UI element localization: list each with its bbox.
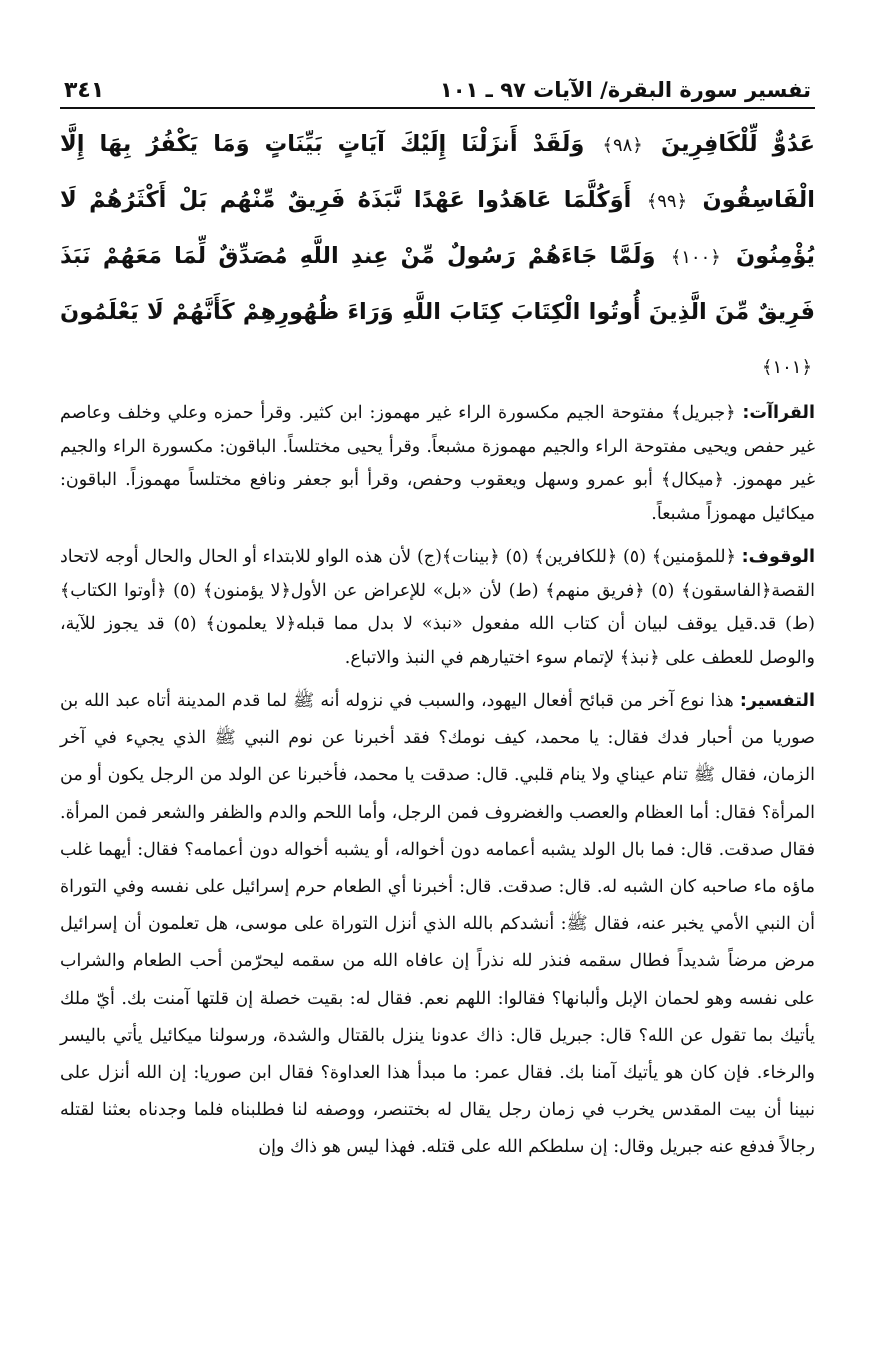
tafsir-section: [60, 683, 815, 1167]
verse-text: وَلَمَّا جَاءَهُمْ رَسُولٌ مِّنْ عِندِ اللَّهِ مُصَدِّقٌ لِّمَا مَعَهُمْ نَبَذَ فَرِيقٌ مِّنَ الَّذِينَ أُوتُوا الْكِتَابَ كِتَابَ اللَّهِ وَرَاءَ ظُهُورِهِمْ كَأَنَّهُمْ لَا يَعْلَمُونَ: [60, 243, 815, 325]
wuquf-label: الوقوف:: [741, 547, 815, 567]
qiraat-text: ﴿جبريل﴾ مفتوحة الجيم مكسورة الراء غير مهموز: ابن كثير. وقرأ حمزه وعلي وخلف وعاصم غير حفص ويحيى مفتوحة الراء والجيم مهموزة مشبعاً. وقرأ يحيى مختلساً. الباقون: مكسورة الراء والجيم غير مهموز. ﴿ميكال﴾ أبو عمرو وسهل ويعقوب وحفص، وقرأ أبو جعفر ونافع مختلساً مهموزاً. الباقون: ميكائيل مهموزاً مشبعاً.: [60, 403, 815, 524]
wuquf-section: [60, 541, 815, 675]
verse-number: ﴿٩٩﴾: [646, 191, 688, 212]
verse-number: ﴿١٠١﴾: [761, 357, 812, 378]
verse-text: أَوَكُلَّمَا عَاهَدُوا عَهْدًا نَّبَذَهُ فَرِيقٌ مِّنْهُم بَلْ أَكْثَرُهُمْ لَا يُؤْمِنُونَ: [60, 187, 815, 269]
verse-text: وَلَقَدْ أَنزَلْنَا إِلَيْكَ آيَاتٍ بَيِّنَاتٍ وَمَا يَكْفُرُ بِهَا إِلَّا الْفَاسِقُونَ: [60, 131, 815, 213]
tafsir-text: هذا نوع آخر من قبائح أفعال اليهود، والسبب في نزوله أنه ﷺ لما قدم المدينة أتاه عبد الله بن صوريا من أحبار فدك فقال: يا محمد، كيف نومك؟ فقد أخبرنا عن نوم النبي ﷺ الذي يجيء في آخر الزمان، فقال ﷺ تنام عيناي ولا ينام قلبي. قال: صدقت يا محمد، فأخبرنا عن الولد من الرجل يكون أو من المرأة؟ فقال: أما العظام والعصب والغضروف فمن الرجل، وأما اللحم والدم والظفر والشعر فمن المرأة. فقال صدقت. قال: فما بال الولد يشبه أعمامه دون أخواله، أو يشبه أخواله دون أعمامه؟ فقال: أيهما غلب ماؤه ماء صاحبه كان الشبه له. قال: صدقت. قال: أخبرنا أي الطعام حرم إسرائيل على نفسه وفي التوراة أن النبي الأمي يخبر عنه، فقال ﷺ: أنشدكم بالله الذي أنزل التوراة على موسى، هل تعلمون أن إسرائيل مرض مرضاً شديداً فطال سقمه فنذر لله نذراً إن عافاه الله من سقمه ليحرّمن أحب الطعام والشراب على نفسه وهو لحمان الإبل وألبانها؟ فقالوا: اللهم نعم. فقال له: بقيت خصلة إن قلتها آمنت بك. أيّ ملك يأتيك بما تقول عن الله؟ قال: جبريل قال: ذاك عدونا ينزل بالقتال والشدة، ورسولنا ميكائيل يأتي باليسر والرخاء. فإن كان هو يأتيك آمنا بك. فقال عمر: ما مبدأ هذا العداوة؟ فقال ابن صوريا: إن الله أنزل على نبينا أن بيت المقدس يخرب في زمان رجل يقال له بختنصر، ووصفه لنا فطلبناه فلما وجدناه بعثنا لقتله رجالاً فدفع عنه جبريل وقال: إن سلطكم الله على قتله. فهذا ليس هو ذاك وإن: [60, 691, 815, 1158]
book-page: [60, 78, 815, 1167]
wuquf-text: ﴿للمؤمنين﴾ (٥) ﴿للكافرين﴾ (٥) ﴿بينات﴾(ج) لأن هذه الواو للابتداء أو الحال والحال أوجه لاتحاد القصة﴿الفاسقون﴾ (٥) ﴿فريق منهم﴾ (ط) لأن «بل» للإعراض عن الأول﴿لا يؤمنون﴾ (٥) ﴿أوتوا الكتاب﴾ (ط) قد.قيل يوقف لبيان أن كتاب الله مفعول «نبذ» لا بدل مما قبله﴿لا يعلمون﴾ (٥) قد يجوز للآية، والوصل للعطف على ﴿نبذ﴾ لإتمام سوء اختيارهم في النبذ والاتباع.: [60, 547, 815, 668]
page-number: ٣٤١: [64, 78, 105, 103]
qiraat-section: [60, 397, 815, 531]
verse-text: عَدُوٌّ لِّلْكَافِرِينَ: [660, 131, 815, 157]
verse-number: ﴿١٠٠﴾: [670, 247, 721, 268]
running-title: تفسير سورة البقرة/ الآيات ٩٧ ـ ١٠١: [439, 78, 811, 102]
verse-number: ﴿٩٨﴾: [602, 135, 643, 156]
page-header: [60, 78, 815, 109]
tafsir-label: التفسير:: [739, 691, 815, 711]
qiraat-label: القراآت:: [742, 403, 815, 423]
quran-verses: [60, 117, 815, 395]
